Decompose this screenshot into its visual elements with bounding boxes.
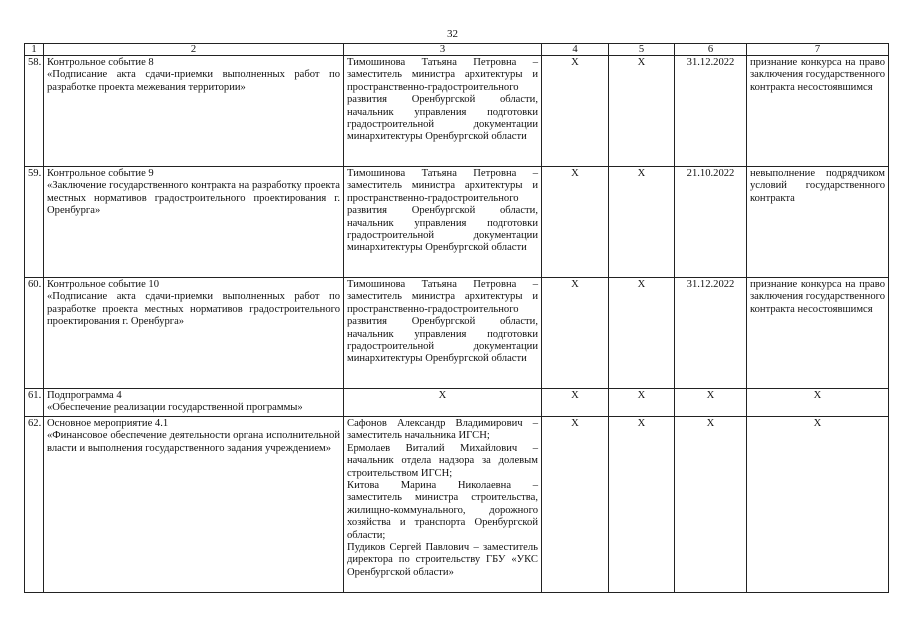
row-number: 61. (25, 389, 44, 417)
row-number: 60. (25, 278, 44, 389)
event-cell (44, 167, 344, 278)
col5-value: X (609, 167, 675, 278)
row-number: 59. (25, 167, 44, 278)
header-row (25, 44, 889, 56)
event-cell (44, 389, 344, 417)
subprogram-description: «Обеспечение реализации государственной программы» (47, 402, 303, 414)
subprogram-title: Подпрограмма 4 (47, 390, 122, 401)
table-row (25, 56, 889, 167)
column-header-7: 7 (747, 44, 889, 56)
responsible-person: Тимошинова Татьяна Петровна – заместитель министра архитектуры и пространственно-градостроительного развития Оренбургской области, начальник управления подготовки градостроительной документации минархитектуры Оренбургской области (347, 279, 538, 365)
col6-value: X (675, 417, 747, 593)
deadline-date: 21.10.2022 (675, 167, 747, 278)
deadline-date: 31.12.2022 (675, 278, 747, 389)
table-row (25, 417, 889, 593)
page-number: 32 (447, 28, 458, 40)
event-title: Контрольное событие 10 (47, 279, 160, 290)
col5-value: X (609, 278, 675, 389)
col4-value: X (542, 389, 609, 417)
event-title: Контрольное событие 9 (47, 168, 154, 179)
table-row (25, 278, 889, 389)
responsible-cell (344, 56, 542, 167)
event-description: «Подписание акта сдачи-приемки выполненных работ по разработке проекта местных нормативов градостроительного проектирования г. Оренбурга» (47, 291, 340, 328)
col6-value: X (675, 389, 747, 417)
column-header-2: 2 (44, 44, 344, 56)
event-cell (44, 56, 344, 167)
col4-value: X (542, 167, 609, 278)
table-row (25, 389, 889, 417)
deadline-date: 31.12.2022 (675, 56, 747, 167)
responsible-person: Пудиков Сергей Павлович – заместитель директора по строительству ГБУ «УКС Оренбургской области» (347, 542, 538, 578)
col7-value: X (747, 417, 889, 593)
column-header-5: 5 (609, 44, 675, 56)
row-number: 58. (25, 56, 44, 167)
col4-value: X (542, 56, 609, 167)
responsible-person: Тимошинова Татьяна Петровна – заместитель министра архитектуры и пространственно-градостроительного развития Оренбургской области, начальник управления подготовки градостроительной документации минархитектуры Оренбургской области (347, 57, 538, 143)
table-row (25, 167, 889, 278)
responsible-person: Ермолаев Виталий Михайлович – начальник отдела надзора за долевым строительством ИГСН; (347, 442, 538, 479)
risk-cell: невыполнение подрядчиком условий государственного контракта (747, 167, 889, 278)
col4-value: X (542, 417, 609, 593)
event-cell (44, 278, 344, 389)
col5-value: X (609, 56, 675, 167)
activity-description: «Финансовое обеспечение деятельности органа исполнительной власти и выполнения государственного задания учреждением» (47, 430, 340, 454)
column-header-4: 4 (542, 44, 609, 56)
activity-title: Основное мероприятие 4.1 (47, 418, 169, 429)
plan-table (24, 43, 889, 593)
event-description: «Заключение государственного контракта на разработку проекта местных нормативов градостроительного проектирования г. Оренбурга» (47, 180, 340, 217)
responsible-person: Китова Марина Николаевна – заместитель министра строительства, жилищно-коммунального, дорожного хозяйства и транспорта Оренбургской области; (347, 480, 538, 541)
responsible-cell (344, 389, 542, 417)
col5-value: X (609, 389, 675, 417)
col5-value: X (609, 417, 675, 593)
risk-cell: признание конкурса на право заключения государственного контракта несостоявшимся (747, 278, 889, 389)
col4-value: X (542, 278, 609, 389)
responsible-cell (344, 278, 542, 389)
responsible-cell (344, 417, 542, 593)
responsible-cell (344, 167, 542, 278)
event-cell (44, 417, 344, 593)
col7-value: X (747, 389, 889, 417)
event-description: «Подписание акта сдачи-приемки выполненных работ по разработке проекта межевания территории» (47, 69, 340, 93)
responsible-person: Сафонов Александр Владимирович – заместитель начальника ИГСН; (347, 418, 538, 442)
column-header-3: 3 (344, 44, 542, 56)
responsible-person: X (438, 390, 447, 401)
row-number: 62. (25, 417, 44, 593)
risk-cell: признание конкурса на право заключения государственного контракта несостоявшимся (747, 56, 889, 167)
event-title: Контрольное событие 8 (47, 57, 154, 68)
responsible-person: Тимошинова Татьяна Петровна – заместитель министра архитектуры и пространственно-градостроительного развития Оренбургской области, начальник управления подготовки градостроительной документации минархитектуры Оренбургской области (347, 168, 538, 254)
column-header-1: 1 (25, 44, 44, 56)
column-header-6: 6 (675, 44, 747, 56)
